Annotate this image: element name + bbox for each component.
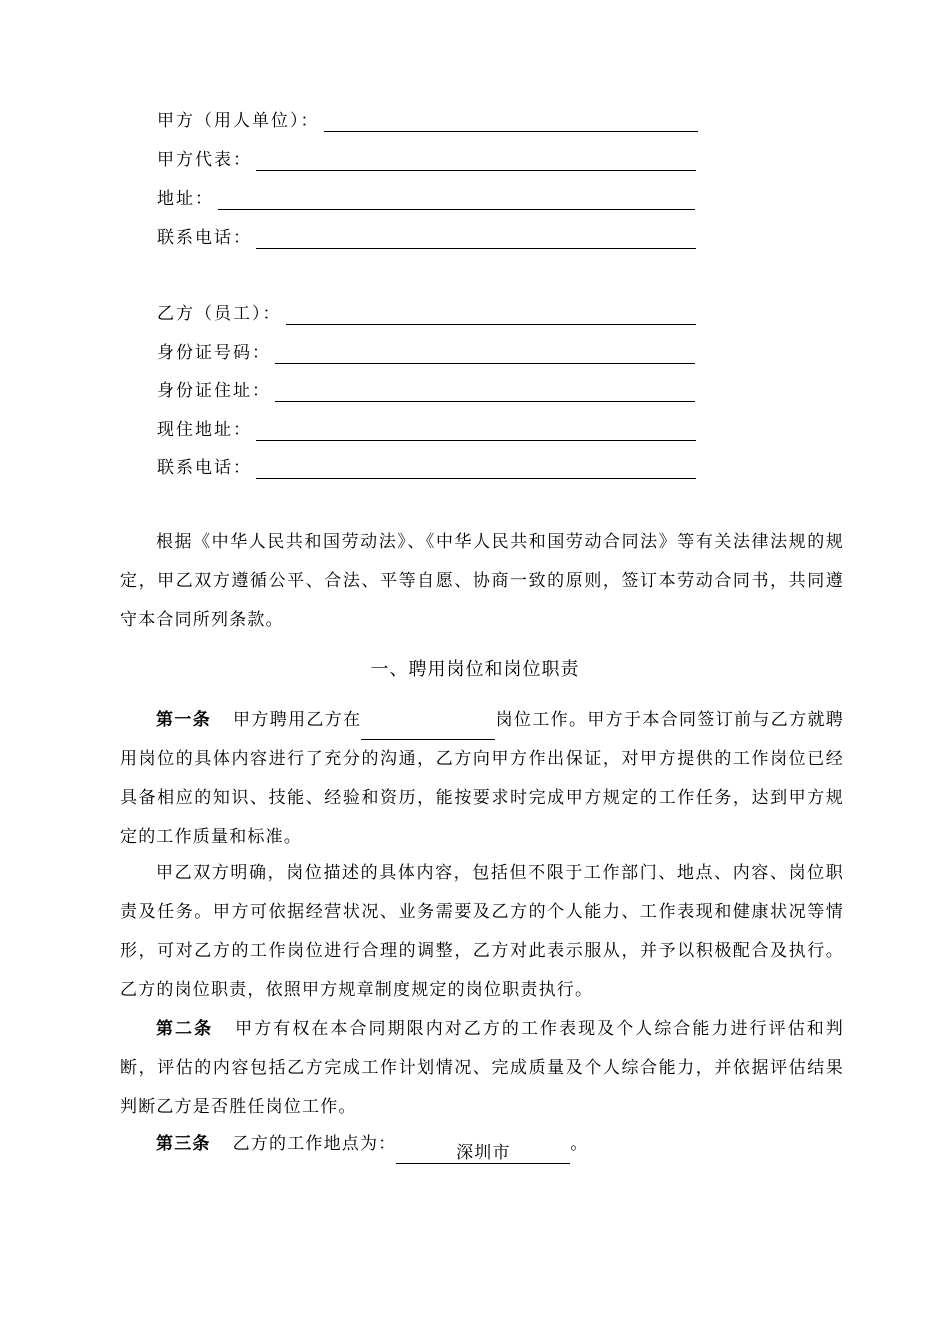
article-1-label: 第一条 (156, 710, 212, 730)
id-number-field (157, 334, 695, 364)
employer-blank-line (324, 111, 698, 132)
current-address-field (157, 411, 696, 441)
article-2-text: 甲方有权在本合同期限内对乙方的工作表现及个人综合能力进行评估和判断，评估的内容包括乙方完成工作计划情况、完成质量及个人综合能力，并依据评估结果判断乙方是否胜任岗位工作。 (120, 1019, 844, 1117)
article-2-label: 第二条 (156, 1019, 214, 1039)
party-b-phone-field (157, 449, 696, 479)
current-address-label: 现住地址： (157, 420, 252, 440)
party-b-phone-label: 联系电话： (157, 458, 252, 478)
article-2-paragraph (120, 1010, 844, 1127)
current-address-blank-line (256, 420, 696, 441)
employer-field (157, 102, 698, 132)
article-3-label: 第三条 (156, 1134, 211, 1154)
article-1-paragraph (120, 701, 844, 857)
position-adjustment-paragraph: 甲乙双方明确，岗位描述的具体内容，包括但不限于工作部门、地点、内容、岗位职责及任务。甲方可依据经营状况、业务需要及乙方的个人能力、工作表现和健康状况等情形，可对乙方的工作岗位进行合理的调整，乙方对此表示服从，并予以积极配合及执行。乙方的岗位职责，依照甲方规章制度规定的岗位职责执行。 (120, 863, 844, 1000)
article-1-text-before: 甲方聘用乙方在 (233, 710, 362, 730)
article-3-paragraph (120, 1125, 844, 1164)
employer-label: 甲方（用人单位）： (157, 111, 320, 131)
party-a-phone-field (157, 219, 696, 249)
employee-label: 乙方（员工）： (157, 304, 282, 324)
address-blank-line (218, 189, 695, 210)
employee-field (157, 295, 696, 325)
work-location-value: 深圳市 (396, 1141, 570, 1164)
address-field (157, 180, 695, 210)
party-b-phone-blank-line (256, 458, 696, 479)
preamble-paragraph: 根据《中华人民共和国劳动法》、《中华人民共和国劳动合同法》等有关法律法规的规定，甲乙双方遵循公平、合法、平等自愿、协商一致的原则，签订本劳动合同书，共同遵守本合同所列条款。 (120, 532, 844, 630)
representative-field (157, 141, 696, 171)
article-1-text-after: 岗位工作。甲方于本合同签订前与乙方就聘用岗位的具体内容进行了充分的沟通，乙方向甲方作出保证，对甲方提供的工作岗位已经具备相应的知识、技能、经验和资历，能按要求时完成甲方规定的工作任务，达到甲方规定的工作质量和标准。 (120, 710, 845, 847)
employee-blank-line (286, 304, 696, 325)
id-address-label: 身份证住址： (157, 381, 271, 401)
section-heading: 一、聘用岗位和岗位职责 (370, 659, 580, 680)
id-number-blank-line (275, 343, 695, 364)
position-blank-line (361, 717, 495, 740)
article-3-text-before: 乙方的工作地点为： (232, 1134, 397, 1154)
party-a-phone-blank-line (256, 228, 696, 249)
id-number-label: 身份证号码： (157, 343, 271, 363)
id-address-field (157, 372, 695, 402)
party-a-phone-label: 联系电话： (157, 228, 252, 248)
address-label: 地址： (157, 189, 214, 209)
id-address-blank-line (275, 381, 695, 402)
representative-label: 甲方代表： (157, 150, 252, 170)
article-3-text-after: 。 (570, 1134, 589, 1154)
representative-blank-line (256, 150, 696, 171)
